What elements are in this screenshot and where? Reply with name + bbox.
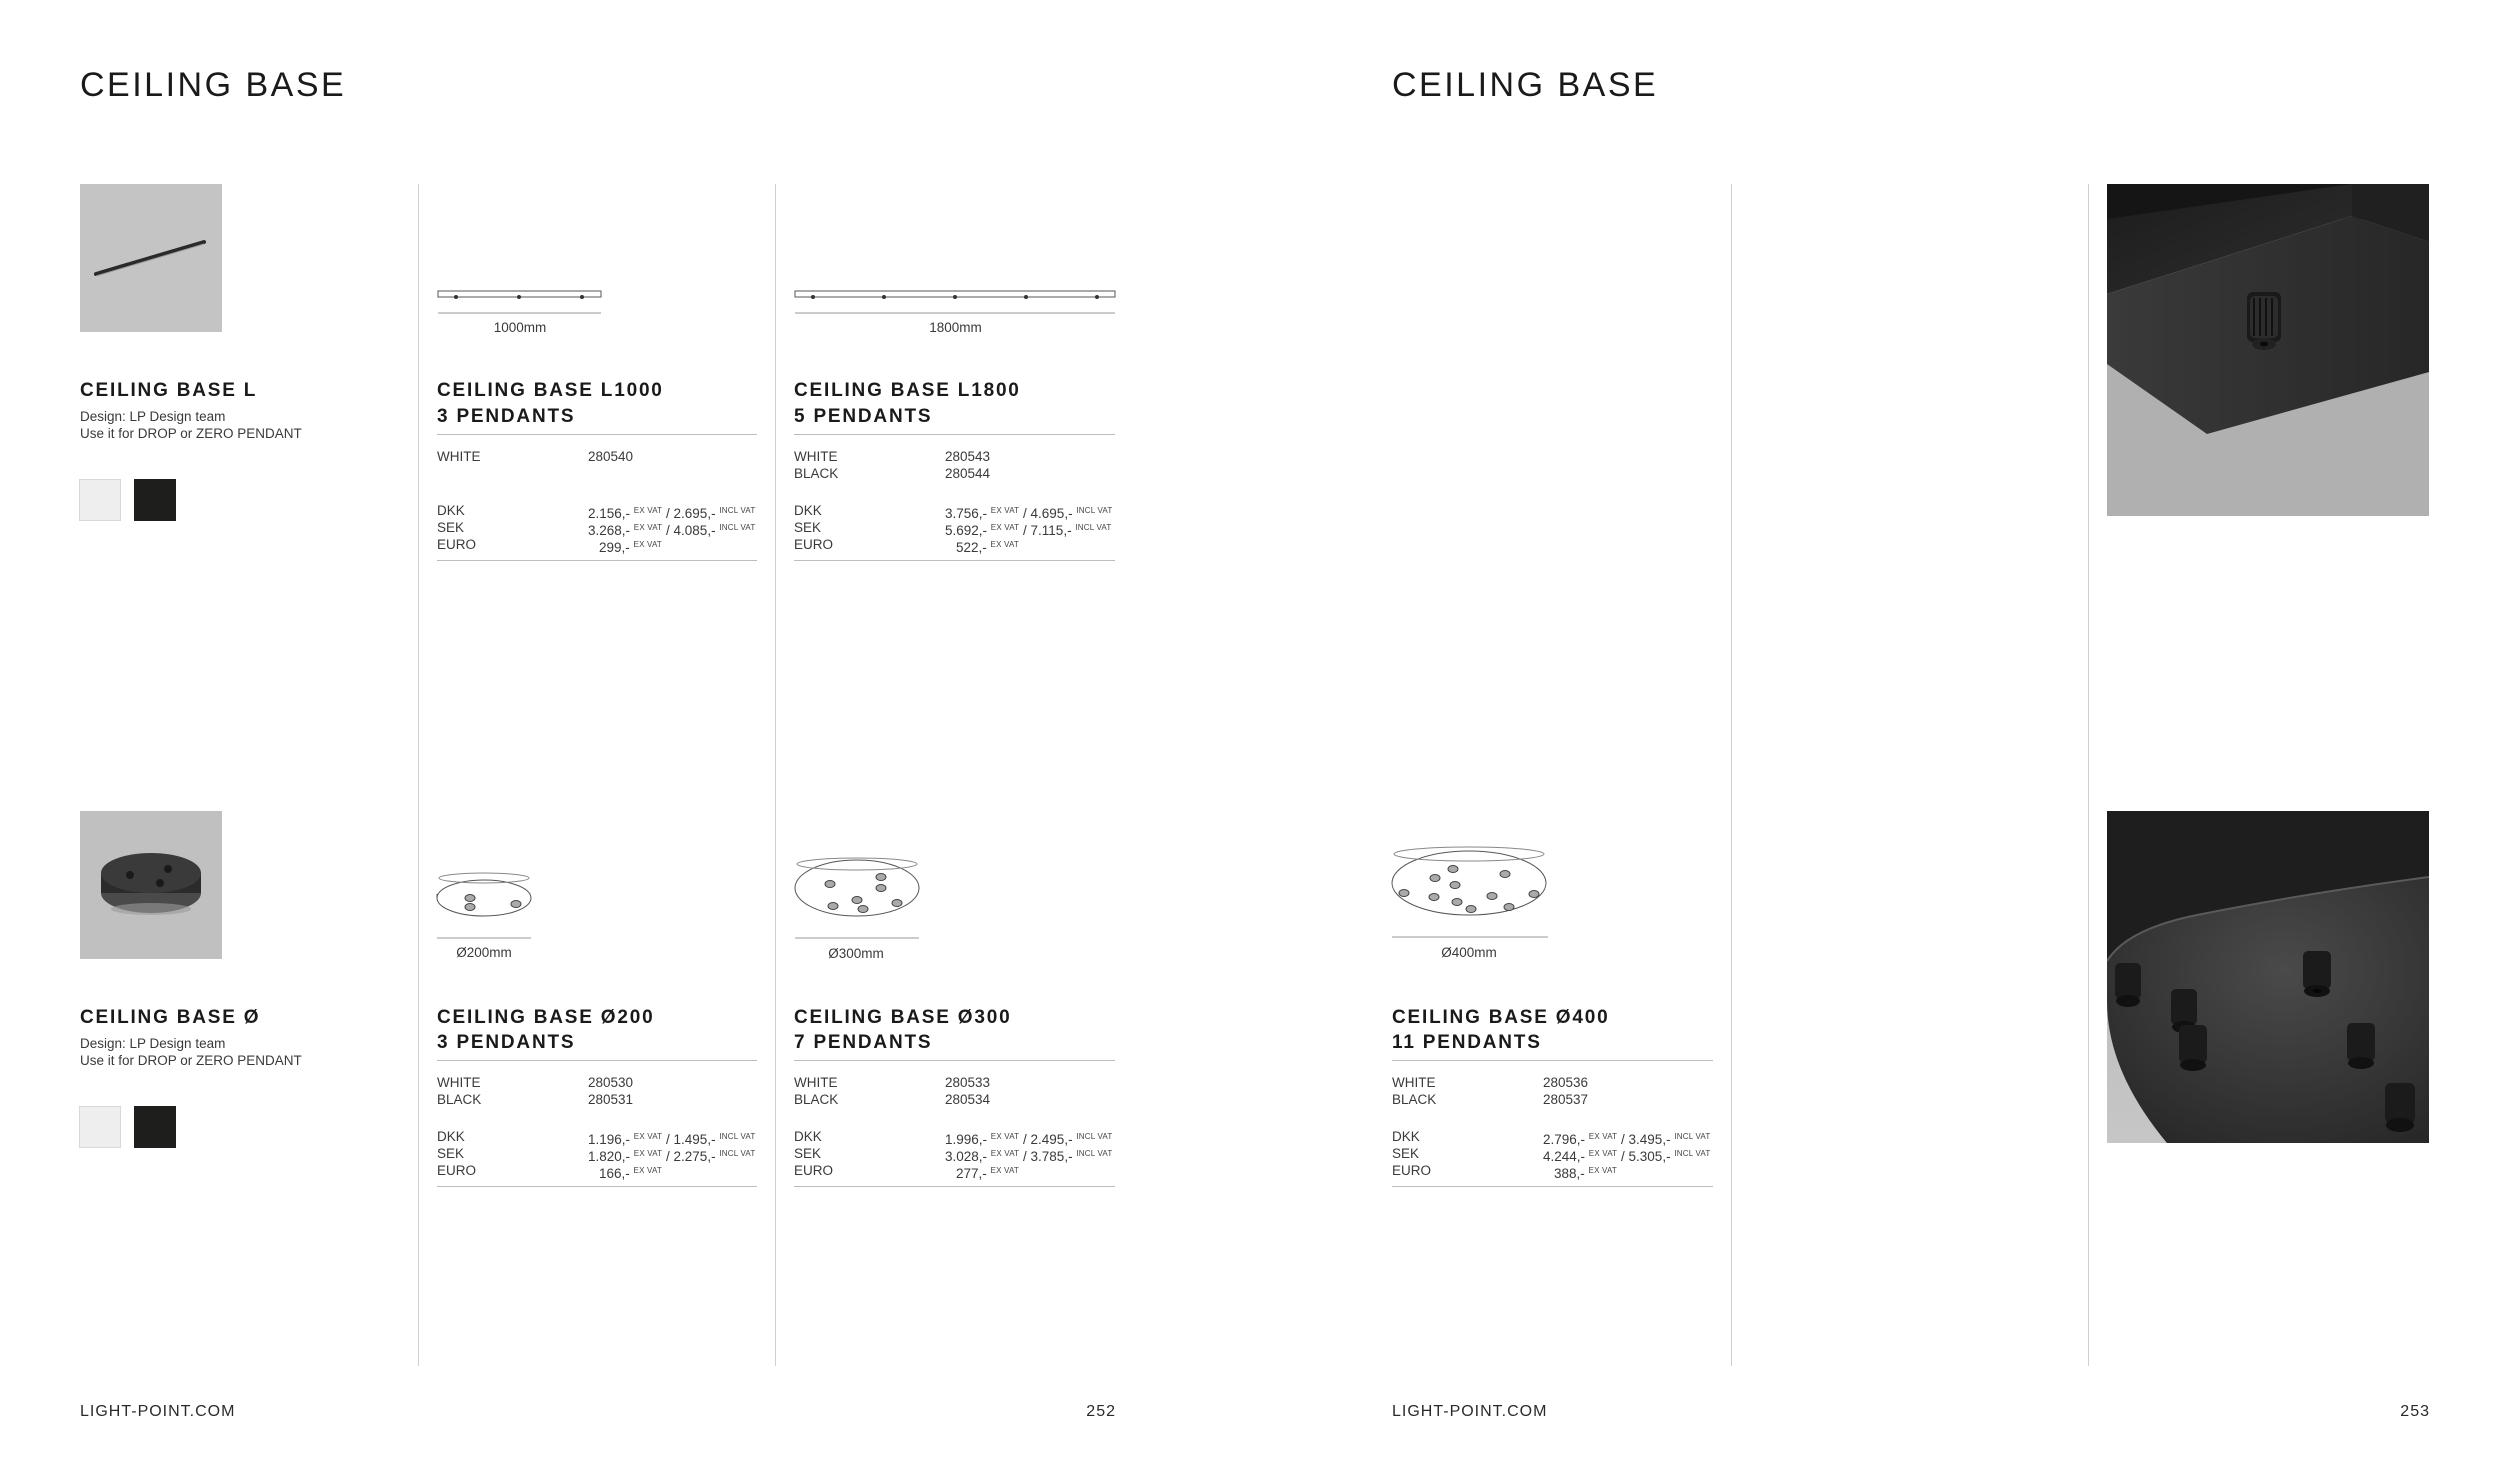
dimension-label: 1000mm [493, 320, 547, 335]
page-number: 253 [2400, 1403, 2430, 1420]
price-row-sek: 4.244,- $^{EX VAT}$ / 5.305,- $^{INCL VAT}$ [1543, 1149, 1711, 1164]
dimension-label: Ø400mm [1441, 945, 1497, 960]
product-drawing-l1800 [794, 286, 1117, 316]
price-row-dkk: 2.156,- $^{EX VAT}$ / 2.695,- $^{INCL VAT}$ [588, 506, 756, 521]
price-row-euro: 522,- $^{EX VAT}$ [956, 540, 1020, 555]
article-number: 280540 [588, 449, 634, 464]
color-swatch-black [134, 1106, 176, 1148]
price-row-dkk: 2.796,- $^{EX VAT}$ / 3.495,- $^{INCL VAT}$ [1543, 1132, 1711, 1147]
price-row-dkk: 1.196,- $^{EX VAT}$ / 1.495,- $^{INCL VAT}$ [588, 1132, 756, 1147]
family-title-linear: CEILING BASE L [80, 380, 258, 401]
column-divider [1731, 184, 1732, 1366]
product-title: CEILING BASE Ø400 [1392, 1007, 1610, 1028]
currency-label: EURO [1392, 1163, 1432, 1178]
article-number: 280534 [945, 1092, 991, 1107]
currency-label: DKK [437, 503, 465, 518]
color-swatch-white [79, 1106, 121, 1148]
color-name: WHITE [437, 449, 481, 464]
currency-label: SEK [437, 520, 465, 535]
product-drawing-d300 [793, 856, 921, 942]
product-drawing-d200 [436, 872, 534, 942]
currency-label: DKK [437, 1129, 465, 1144]
footer-website[interactable]: LIGHT-POINT.COM [1392, 1403, 1548, 1420]
page-title-right: CEILING BASE [1392, 66, 1659, 104]
family-title-round: CEILING BASE Ø [80, 1007, 261, 1028]
dimension-label: 1800mm [929, 320, 982, 335]
color-swatch-black [134, 479, 176, 521]
article-number: 280544 [945, 466, 991, 481]
product-subtitle: 3 PENDANTS [437, 406, 576, 427]
color-name: WHITE [1392, 1075, 1436, 1090]
divider [437, 1186, 757, 1187]
article-number: 280537 [1543, 1092, 1589, 1107]
currency-label: SEK [794, 1146, 822, 1161]
article-number: 280530 [588, 1075, 634, 1090]
price-row-dkk: 1.996,- $^{EX VAT}$ / 2.495,- $^{INCL VAT}$ [945, 1132, 1113, 1147]
column-divider [775, 184, 776, 1366]
product-title: CEILING BASE Ø300 [794, 1007, 1012, 1028]
currency-label: EURO [437, 537, 477, 552]
price-row-sek: 5.692,- $^{EX VAT}$ / 7.115,- $^{INCL VAT}$ [945, 523, 1112, 538]
price-row-euro: 277,- $^{EX VAT}$ [956, 1166, 1020, 1181]
color-name: BLACK [437, 1092, 482, 1107]
price-row-euro: 388,- $^{EX VAT}$ [1554, 1166, 1618, 1181]
currency-label: DKK [1392, 1129, 1420, 1144]
product-subtitle: 5 PENDANTS [794, 406, 933, 427]
price-row-euro: 299,- $^{EX VAT}$ [599, 540, 663, 555]
price-row-sek: 3.028,- $^{EX VAT}$ / 3.785,- $^{INCL VAT}$ [945, 1149, 1113, 1164]
color-name: WHITE [437, 1075, 481, 1090]
product-title: CEILING BASE L1000 [437, 380, 664, 401]
currency-label: DKK [794, 1129, 822, 1144]
price-row-dkk: 3.756,- $^{EX VAT}$ / 4.695,- $^{INCL VAT}$ [945, 506, 1113, 521]
currency-label: SEK [437, 1146, 465, 1161]
currency-label: SEK [794, 520, 822, 535]
family-design-round: Design: LP Design team [80, 1036, 226, 1051]
divider [794, 1060, 1115, 1061]
color-name: WHITE [794, 449, 838, 464]
divider [794, 560, 1115, 561]
family-use-linear: Use it for DROP or ZERO PENDANT [80, 426, 302, 441]
currency-label: EURO [437, 1163, 477, 1178]
footer-website[interactable]: LIGHT-POINT.COM [80, 1403, 236, 1420]
column-divider [2088, 184, 2089, 1366]
product-thumbnail-linear [80, 184, 222, 332]
divider [437, 434, 757, 435]
product-drawing-d400 [1390, 845, 1550, 941]
article-number: 280543 [945, 449, 991, 464]
product-subtitle: 11 PENDANTS [1392, 1032, 1542, 1053]
article-number: 280533 [945, 1075, 991, 1090]
color-name: BLACK [794, 1092, 839, 1107]
article-number: 280536 [1543, 1075, 1589, 1090]
currency-label: DKK [794, 503, 822, 518]
family-design-linear: Design: LP Design team [80, 409, 226, 424]
divider [437, 1060, 757, 1061]
product-thumbnail-round [80, 811, 222, 959]
product-title: CEILING BASE L1800 [794, 380, 1021, 401]
currency-label: EURO [794, 1163, 834, 1178]
price-row-sek: 3.268,- $^{EX VAT}$ / 4.085,- $^{INCL VAT}$ [588, 523, 756, 538]
product-drawing-l1000 [437, 286, 603, 316]
dimension-label: Ø200mm [456, 945, 512, 960]
article-number: 280531 [588, 1092, 634, 1107]
dimension-label: Ø300mm [828, 946, 884, 961]
currency-label: SEK [1392, 1146, 1420, 1161]
divider [794, 1186, 1115, 1187]
column-divider [418, 184, 419, 1366]
currency-label: EURO [794, 537, 834, 552]
page-title-left: CEILING BASE [80, 66, 347, 104]
price-row-sek: 1.820,- $^{EX VAT}$ / 2.275,- $^{INCL VAT}$ [588, 1149, 756, 1164]
product-photo-round [2107, 811, 2429, 1143]
divider [1392, 1060, 1713, 1061]
page-number: 252 [1086, 1403, 1116, 1420]
product-subtitle: 7 PENDANTS [794, 1032, 933, 1053]
divider [1392, 1186, 1713, 1187]
product-photo-linear [2107, 184, 2429, 516]
color-name: BLACK [1392, 1092, 1437, 1107]
color-swatch-white [79, 479, 121, 521]
product-title: CEILING BASE Ø200 [437, 1007, 655, 1028]
divider [794, 434, 1115, 435]
price-row-euro: 166,- $^{EX VAT}$ [599, 1166, 663, 1181]
color-name: BLACK [794, 466, 839, 481]
divider [437, 560, 757, 561]
color-name: WHITE [794, 1075, 838, 1090]
family-use-round: Use it for DROP or ZERO PENDANT [80, 1053, 302, 1068]
product-subtitle: 3 PENDANTS [437, 1032, 576, 1053]
